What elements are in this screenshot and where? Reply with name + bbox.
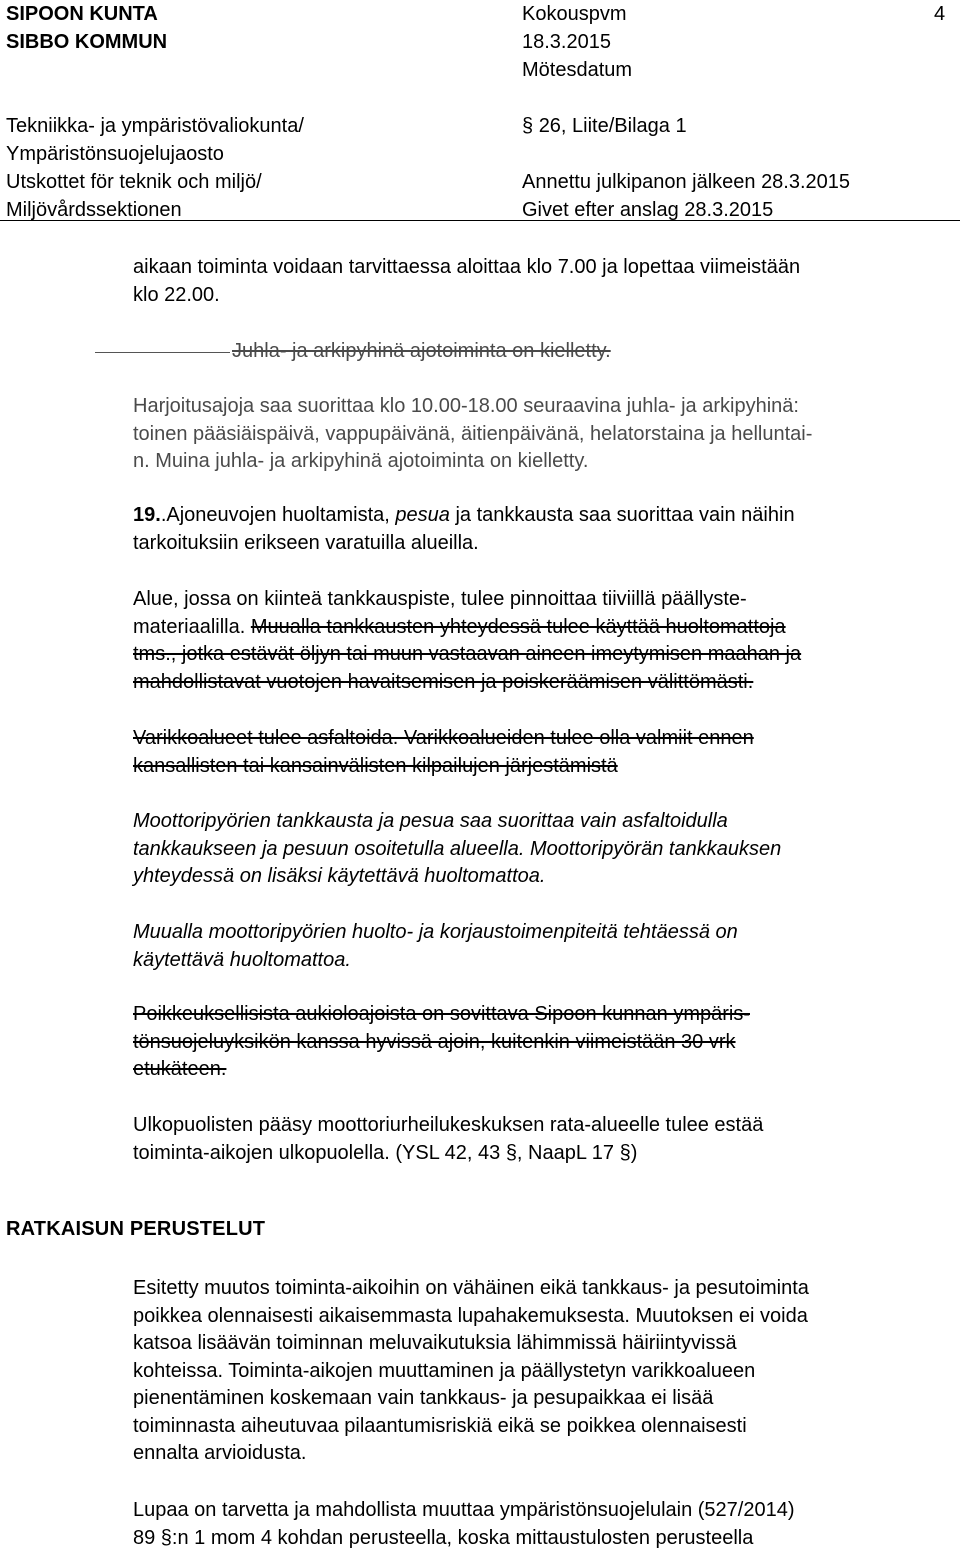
section-reference-text: 26, Liite/Bilaga 1 bbox=[538, 115, 687, 137]
paragraph-9 bbox=[133, 1001, 933, 1084]
reasoning-1-line-2: poikkea olennaisesti aikaisemmasta lupahakemuksesta. Muutoksen ei voida bbox=[133, 1304, 808, 1327]
paragraph-1-line-2: klo 22.00. bbox=[133, 283, 220, 306]
paragraph-9-line-1: Poikkeuksellisista aukioloajoista on sovittava Sipoon kunnan ympäris- bbox=[133, 1003, 750, 1025]
department-sv-line2: Miljövårdssektionen bbox=[6, 199, 182, 221]
paragraph-2-dash: – bbox=[96, 332, 108, 354]
paragraph-8-line-1: Muualla moottoripyörien huolto- ja korjaustoimenpiteitä tehtäessä on bbox=[133, 921, 738, 943]
issued-sv: Givet efter anslag 28.3.2015 bbox=[522, 199, 774, 221]
paragraph-3-line-1: Harjoitusajoja saa suorittaa klo 10.00-18.00 seuraavina juhla- ja arkipyhinä: bbox=[133, 395, 799, 417]
page-number: 4 bbox=[934, 3, 946, 25]
paragraph-3-line-3: n. Muina juhla- ja arkipyhinä ajotoiminta on kielletty. bbox=[133, 450, 589, 472]
paragraph-7-line-3: yhteydessä on lisäksi käytettävä huoltomattoa. bbox=[133, 865, 546, 887]
reasoning-paragraph-1 bbox=[133, 1275, 933, 1468]
dash-rule bbox=[95, 352, 230, 353]
section-heading: RATKAISUN PERUSTELUT bbox=[6, 1218, 266, 1240]
paragraph-9-line-3: etukäteen. bbox=[133, 1058, 227, 1080]
paragraph-1-line-1: aikaan toiminta voidaan tarvittaessa aloittaa klo 7.00 ja lopettaa viimeistään bbox=[133, 256, 801, 278]
reasoning-1-line-1: Esitetty muutos toiminta-aikoihin on vähäinen eikä tankkaus- ja pesutoiminta bbox=[133, 1277, 809, 1299]
reasoning-1-line-3: katsoa lisäävän toiminnan meluvaikutuksia lähimmissä häiriintyvissä bbox=[133, 1332, 737, 1354]
paragraph-4-text-a: .Ajoneuvojen huoltamista, bbox=[160, 504, 396, 526]
paragraph-8 bbox=[133, 919, 933, 974]
paragraph-5-line-4: mahdollistavat vuotojen havaitsemisen ja poiskeräämisen välittömästi. bbox=[133, 670, 754, 693]
reasoning-1-line-7: ennalta arvioidusta. bbox=[133, 1442, 307, 1464]
paragraph-7-line-1: Moottoripyörien tankkausta ja pesua saa suorittaa vain asfaltoidulla bbox=[133, 810, 728, 832]
meeting-label-fi: Kokouspvm bbox=[522, 3, 627, 25]
section-reference bbox=[522, 112, 687, 140]
reasoning-2-line-1: Lupaa on tarvetta ja mahdollista muuttaa ympäristönsuojelulain (527/2014) bbox=[133, 1499, 795, 1521]
reasoning-2-line-2: 89 §:n 1 mom 4 kohdan perusteella, koska mittaustulosten perusteella bbox=[133, 1526, 754, 1549]
paragraph-4 bbox=[133, 502, 933, 557]
org-name-fi: SIPOON KUNTA bbox=[6, 3, 158, 25]
paragraph-5 bbox=[133, 586, 933, 696]
reasoning-paragraph-2 bbox=[133, 1497, 933, 1552]
department-fi-line2: Ympäristönsuojelujaosto bbox=[6, 143, 224, 165]
paragraph-5-line-1: Alue, jossa on kiinteä tankkauspiste, tulee pinnoittaa tiiviillä päällyste- bbox=[133, 588, 747, 610]
issued-fi: Annettu julkipanon jälkeen 28.3.2015 bbox=[522, 171, 851, 193]
paragraph-7 bbox=[133, 808, 933, 891]
paragraph-4-italic: pesua bbox=[395, 504, 450, 526]
paragraph-5-line-2a: materiaalilla. bbox=[133, 615, 251, 638]
paragraph-1 bbox=[133, 254, 933, 309]
paragraph-3-line-2: toinen pääsiäispäivä, vappupäivänä, äitienpäivänä, helatorstaina ja helluntai- bbox=[133, 422, 813, 445]
paragraph-6 bbox=[133, 725, 933, 780]
section-symbol: § bbox=[522, 115, 534, 137]
paragraph-4-text-b: ja tankkausta saa suorittaa vain näihin bbox=[449, 504, 795, 526]
paragraph-6-line-1: Varikkoalueet tulee asfaltoida. Varikkoalueiden tulee olla valmiit ennen bbox=[133, 727, 754, 749]
reasoning-1-line-6: toiminnasta aiheutuvaa pilaantumisriskiä eikä se poikkea olennaisesti bbox=[133, 1414, 747, 1437]
paragraph-5-line-2b: Muualla tankkausten yhteydessä tulee käyttää huoltomattoja bbox=[250, 615, 786, 638]
paragraph-4-line-2: tarkoituksiin erikseen varatuilla alueilla. bbox=[133, 531, 479, 554]
org-name-sv: SIBBO KOMMUN bbox=[6, 31, 168, 53]
paragraph-4-number: 19. bbox=[133, 504, 161, 526]
paragraph-9-line-2: tönsuojeluyksikön kanssa hyvissä ajoin, kuitenkin viimeistään 30 vrk bbox=[133, 1030, 736, 1053]
paragraph-3 bbox=[133, 393, 933, 476]
paragraph-10-line-2: toiminta-aikojen ulkopuolella. (YSL 42, 43 §, NaapL 17 §) bbox=[133, 1141, 638, 1164]
paragraph-6-line-2: kansallisten tai kansainvälisten kilpailujen järjestämistä bbox=[133, 754, 618, 777]
department-fi-line1: Tekniikka- ja ympäristövaliokunta/ bbox=[6, 115, 304, 137]
paragraph-5-line-3: tms., jotka estävät öljyn tai muun vastaavan aineen imeytymisen maahan ja bbox=[133, 643, 802, 665]
paragraph-7-line-2: tankkaukseen ja pesuun osoitetulla alueella. Moottoripyörän tankkauksen bbox=[133, 837, 782, 860]
paragraph-10-line-1: Ulkopuolisten pääsy moottoriurheilukeskuksen rata-alueelle tulee estää bbox=[133, 1114, 764, 1136]
meeting-label-sv: Mötesdatum bbox=[522, 59, 633, 81]
paragraph-8-line-2: käytettävä huoltomattoa. bbox=[133, 948, 351, 971]
reasoning-1-line-5: pienentäminen koskemaan vain tankkaus- ja pesupaikkaa ei lisää bbox=[133, 1387, 714, 1409]
paragraph-2: Juhla- ja arkipyhinä ajotoiminta on kielletty. bbox=[232, 340, 611, 362]
meeting-date: 18.3.2015 bbox=[522, 31, 611, 53]
header-divider bbox=[0, 220, 960, 221]
paragraph-10 bbox=[133, 1112, 933, 1167]
reasoning-1-line-4: kohteissa. Toiminta-aikojen muuttaminen ja päällystetyn varikkoalueen bbox=[133, 1359, 756, 1382]
department-sv-line1: Utskottet för teknik och miljö/ bbox=[6, 171, 262, 193]
